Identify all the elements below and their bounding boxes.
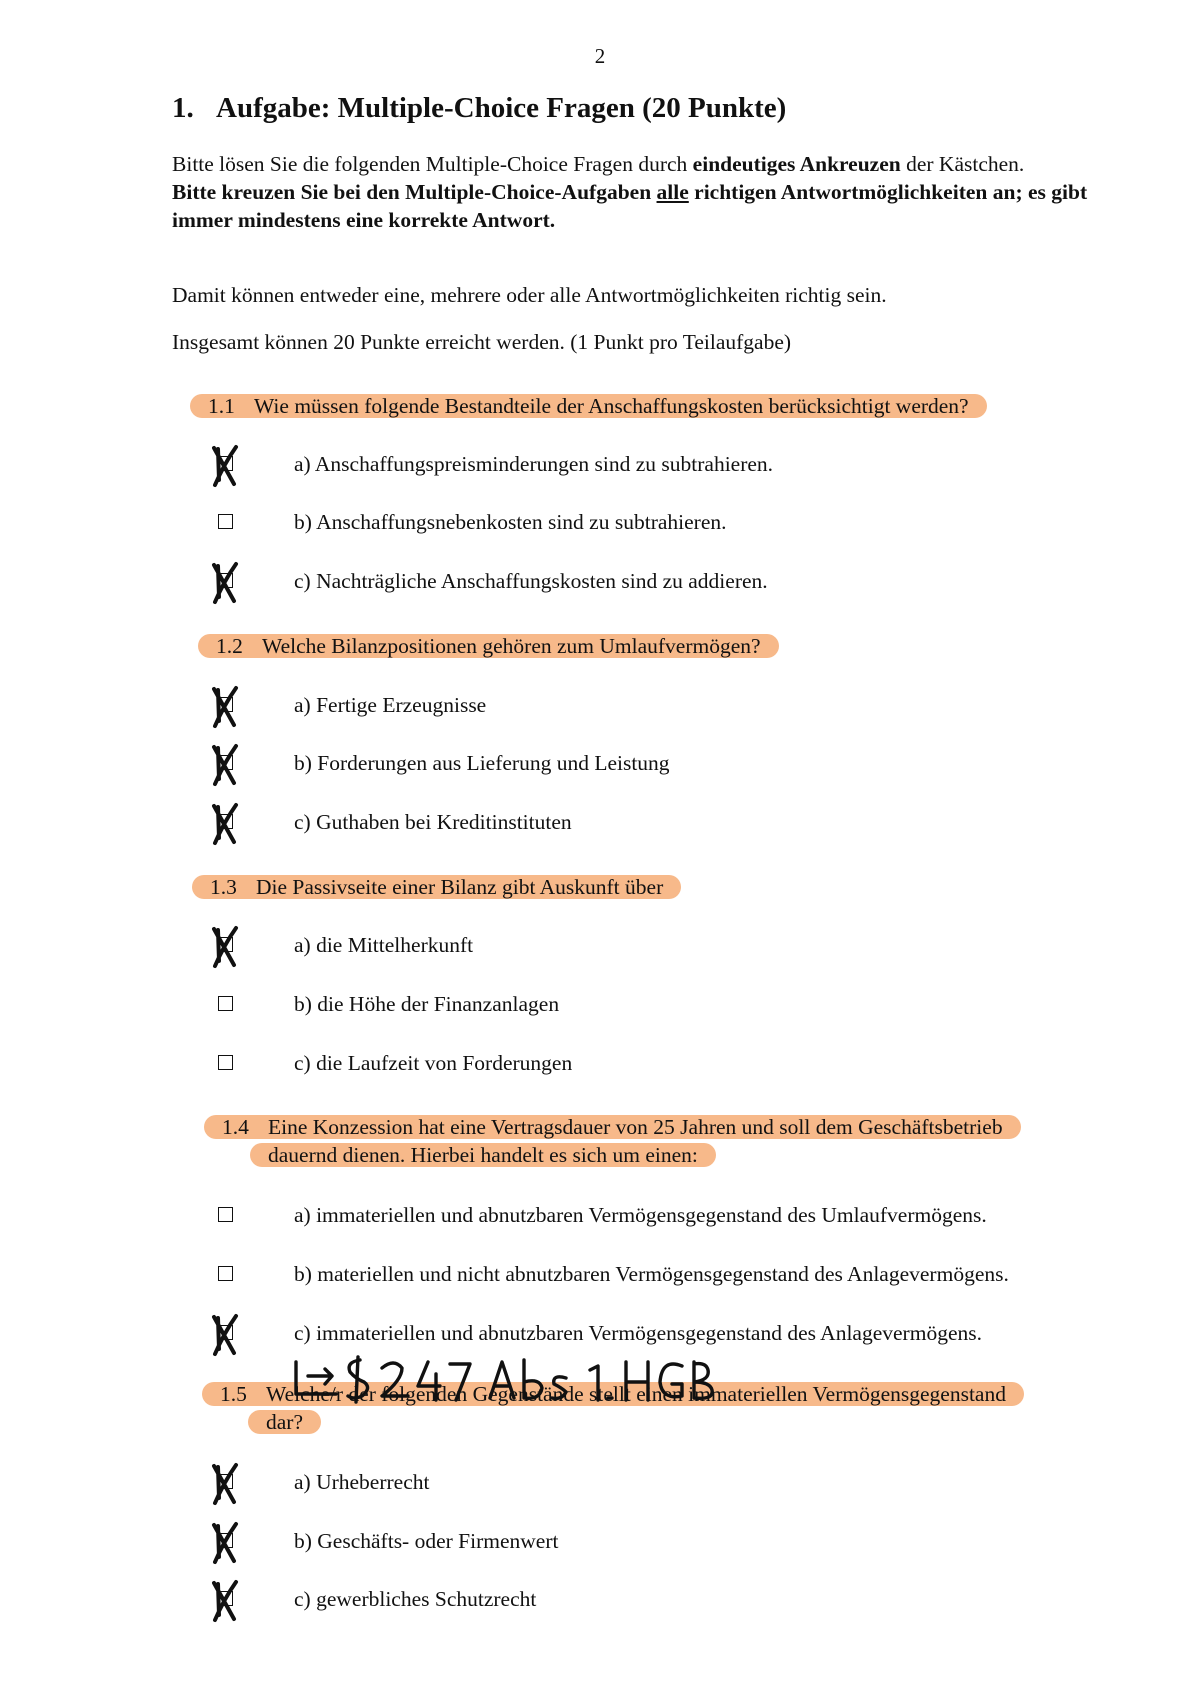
- section-number: 1.: [172, 92, 194, 124]
- instruction-underlined: alle: [656, 180, 689, 204]
- answer-option: c) immateriellen und abnutzbaren Vermögensgegenstand des Anlagevermögens.: [294, 1321, 982, 1345]
- handwritten-check-mark: [210, 561, 240, 605]
- answer-option: c) Nachträgliche Anschaffungskosten sind zu addieren.: [294, 569, 768, 593]
- question-text: [248, 1408, 321, 1436]
- handwritten-check-mark: [210, 1462, 240, 1506]
- handwritten-note: [290, 1354, 670, 1406]
- question-highlight: [190, 394, 987, 418]
- question-line: Die Passivseite einer Bilanz gibt Auskunft über: [256, 875, 664, 899]
- instruction-text: Bitte lösen Sie die folgenden Multiple-Choice Fragen durch: [172, 152, 693, 176]
- question-line: Wie müssen folgende Bestandteile der Anschaffungskosten berücksichtigt werden?: [254, 394, 969, 418]
- instructions-paragraph: [172, 150, 1102, 234]
- answer-option: c) Guthaben bei Kreditinstituten: [294, 810, 572, 834]
- question-line: Eine Konzession hat eine Vertragsdauer von 25 Jahren und soll dem Geschäftsbetrieb: [268, 1115, 1003, 1139]
- answer-checkbox[interactable]: [218, 996, 233, 1011]
- answer-option: b) Anschaffungsnebenkosten sind zu subtrahieren.: [294, 510, 727, 534]
- answer-checkbox[interactable]: [218, 1266, 233, 1281]
- instruction-emphasis: eindeutiges Ankreuzen: [692, 152, 901, 176]
- handwritten-check-mark: [210, 1521, 240, 1565]
- question-number: 1.1: [208, 394, 235, 418]
- answer-option: b) materiellen und nicht abnutzbaren Vermögensgegenstand des Anlagevermögens.: [294, 1262, 1009, 1286]
- answer-option: a) Fertige Erzeugnisse: [294, 693, 487, 717]
- info-paragraph: Damit können entweder eine, mehrere oder alle Antwortmöglichkeiten richtig sein.: [172, 283, 887, 307]
- question-line: dauernd dienen. Hierbei handelt es sich um einen:: [268, 1143, 698, 1167]
- question-highlight: [250, 1143, 716, 1167]
- question-text: [198, 632, 779, 660]
- answer-option: b) Forderungen aus Lieferung und Leistung: [294, 751, 670, 775]
- handwritten-check-mark: [210, 925, 240, 969]
- question-highlight: [198, 634, 779, 658]
- page-number: 2: [594, 44, 606, 68]
- handwritten-check-mark: [210, 1579, 240, 1623]
- question-text: [190, 392, 987, 420]
- question-number: 1.2: [216, 634, 243, 658]
- points-paragraph: Insgesamt können 20 Punkte erreicht werden. (1 Punkt pro Teilaufgabe): [172, 330, 792, 354]
- answer-option: a) immateriellen und abnutzbaren Vermögensgegenstand des Umlaufvermögens.: [294, 1203, 987, 1227]
- question-number: 1.4: [222, 1115, 249, 1139]
- answer-option: c) die Laufzeit von Forderungen: [294, 1051, 573, 1075]
- handwritten-check-mark: [210, 685, 240, 729]
- question-text: [192, 873, 681, 901]
- question-line: dar?: [266, 1410, 303, 1434]
- answer-option: c) gewerbliches Schutzrecht: [294, 1587, 537, 1611]
- question-highlight: [192, 875, 681, 899]
- question-number: 1.5: [220, 1382, 247, 1406]
- question-line: Welche/r der folgenden Gegenstände stellt einen immateriellen Vermögensgegenstand: [266, 1382, 1006, 1406]
- answer-checkbox[interactable]: [218, 1055, 233, 1070]
- section-title: Aufgabe: Multiple-Choice Fragen (20 Punkte): [216, 92, 787, 124]
- answer-option: a) die Mittelherkunft: [294, 933, 474, 957]
- question-highlight: [204, 1115, 1021, 1139]
- answer-option: a) Anschaffungspreisminderungen sind zu subtrahieren.: [294, 452, 774, 476]
- instruction-text: der Kästchen.: [900, 152, 1025, 176]
- question-line: Welche Bilanzpositionen gehören zum Umlaufvermögen?: [262, 634, 761, 658]
- page-title: [172, 92, 786, 125]
- answer-option: b) Geschäfts- oder Firmenwert: [294, 1529, 559, 1553]
- question-number: 1.3: [210, 875, 237, 899]
- handwritten-check-mark: [210, 802, 240, 846]
- handwritten-check-mark: [210, 444, 240, 488]
- question-text: [204, 1113, 1021, 1141]
- instruction-bold-text: Bitte kreuzen Sie bei den Multiple-Choice-Aufgaben: [172, 180, 657, 204]
- handwritten-check-mark: [210, 743, 240, 787]
- answer-option: b) die Höhe der Finanzanlagen: [294, 992, 560, 1016]
- question-highlight: [248, 1410, 321, 1434]
- instruction-bold-text: richtigen Antwortmöglichkeiten an; es gibt immer mindestens eine korrekte Antwort.: [172, 180, 1088, 232]
- question-text: [250, 1141, 716, 1169]
- answer-option: a) Urheberrecht: [294, 1470, 430, 1494]
- answer-checkbox[interactable]: [218, 514, 233, 529]
- handwritten-check-mark: [210, 1313, 240, 1357]
- answer-checkbox[interactable]: [218, 1207, 233, 1222]
